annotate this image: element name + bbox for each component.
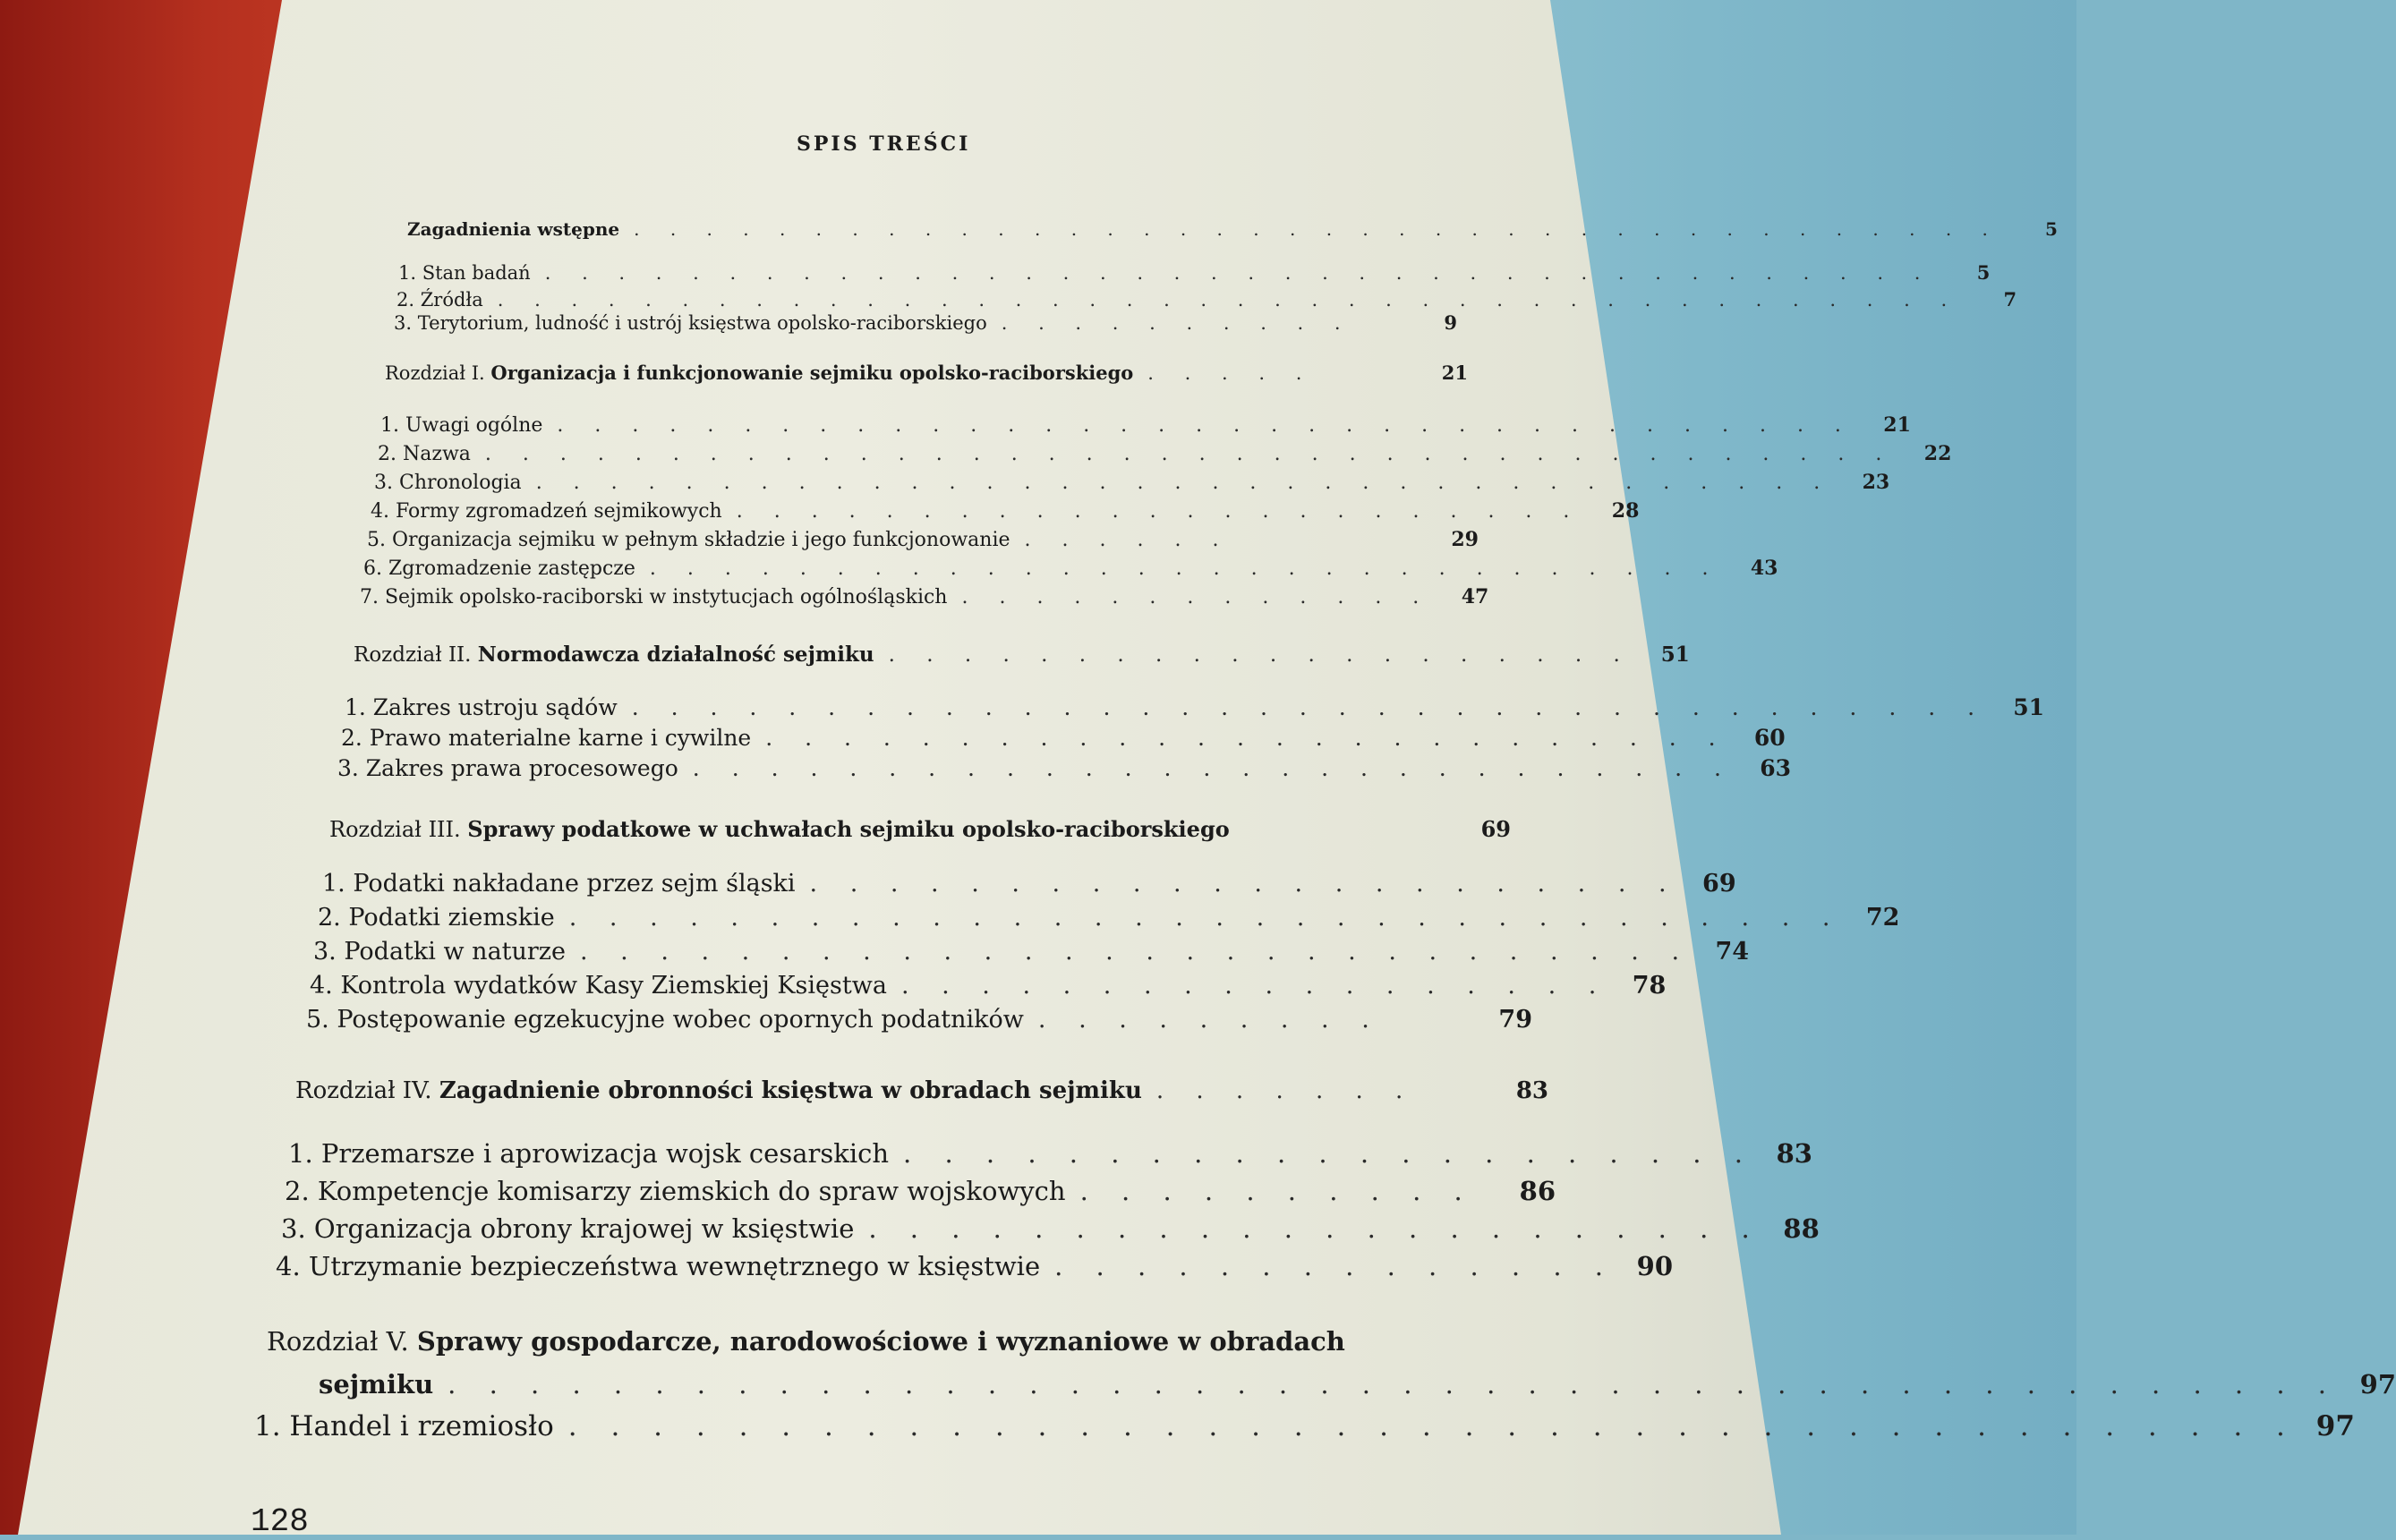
leader-dots: . . . . . . . . . . . . . . . . . . <box>900 972 1609 1000</box>
toc-chapter-1: Rozdział I. Organizacja i funkcjonowanie sejmiku opolsko-raciborskiego . . . . . 21 <box>385 362 1468 384</box>
toc-entry: 2. Kompetencje komisarzy ziemskich do spraw wojskowych . . . . . . . . . . 86 <box>285 1176 1556 1206</box>
toc-entry: 5. Postępowanie egzekucyjne wobec opornych podatników . . . . . . . . . 79 <box>306 1006 1532 1034</box>
leader-dots: . . . . . . . . . . . . . . . . . . . . . . . . . . . . . . . . . . . <box>557 414 1854 437</box>
toc-entry: 2. Źródła . . . . . . . . . . . . . . . . . . . . . . . . . . . . . . . . . . . . . . . . 7 <box>396 288 2017 311</box>
leader-dots: . . . . . . . . . . . . . . . . . . . . . . . . . . . . . . . . . . . . . . . . <box>497 289 1960 311</box>
leader-dots: . . . . . . . . . . . . . . . . . . . . . . . . . . . . . . . . . . . . . . <box>544 262 1933 284</box>
toc-entry: 1. Podatki nakładane przez sejm śląski . . . . . . . . . . . . . . . . . . . . . . 69 <box>322 870 1736 898</box>
leader-dots: . . . . . . . . . . . . . . . . . . . . . . . . . . . . . . . . . . . <box>535 472 1833 494</box>
toc-chapter-3: Rozdział III. Sprawy podatkowe w uchwałach sejmiku opolsko-raciborskiego 69 <box>329 816 1511 842</box>
leader-dots: . . . . . . . . . . . . . . . . . . . . . . . . . . . <box>692 755 1734 781</box>
toc-entry: 3. Chronologia . . . . . . . . . . . . . . . . . . . . . . . . . . . . . . . . . . . 23 <box>374 471 1890 494</box>
leader-dots: . . . . . . . . . . . . . . . . . . . . . . . . . . . . . . . . . . . <box>631 694 1988 720</box>
toc-intro-title: Zagadnienia wstępne <box>407 218 620 240</box>
toc-entry: 4. Kontrola wydatków Kasy Ziemskiej Księstwa . . . . . . . . . . . . . . . . . . 78 <box>310 972 1667 1000</box>
toc-chapter-5-line-1: Rozdział V. Sprawy gospodarcze, narodowościowe i wyznaniowe w obradach <box>267 1326 1345 1357</box>
leader-dots: . . . . . . . . . . . . . . . . . . . . . . . . . <box>765 725 1728 751</box>
toc-entry: 1. Zakres ustroju sądów . . . . . . . . . . . . . . . . . . . . . . . . . . . . . . . . . . . 51 <box>345 694 2045 720</box>
leader-dots: . . . . . . . . . . . . . . . . . . . . . . . . . . . . . <box>649 557 1721 580</box>
leader-dots: . . . . . . . . . . . . . . <box>1054 1251 1616 1281</box>
toc-intro <box>407 218 2058 254</box>
leader-dots: . . . . . . . <box>1155 1077 1416 1104</box>
toc-chapter-4: Rozdział IV. Zagadnienie obronności księstwa w obradach sejmiku . . . . . . . 83 <box>295 1077 1548 1104</box>
toc-entry: 3. Organizacja obrony krajowej w księstwie . . . . . . . . . . . . . . . . . . . . . . 88 <box>281 1213 1820 1244</box>
leader-dots: . . . . . . . . . . <box>1079 1176 1475 1206</box>
leader-dots: . . . . . . . . . . . . . . . . . . . . . . <box>809 870 1679 898</box>
toc-entry: 1. Stan badań . . . . . . . . . . . . . . . . . . . . . . . . . . . . . . . . . . . . . . 5 <box>398 261 1991 284</box>
toc-entry: 1. Przemarsze i aprowizacja wojsk cesarskich . . . . . . . . . . . . . . . . . . . . . 83 <box>288 1138 1812 1169</box>
leader-dots: . . . . . . . . . . . . . . . . . . . . <box>888 643 1633 667</box>
leader-dots: . . . . . . . . . . . . . . . . . . . . . . . . . . . . <box>580 938 1693 966</box>
toc-entry: 1. Uwagi ogólne . . . . . . . . . . . . . . . . . . . . . . . . . . . . . . . . . . . 21 <box>380 413 1911 437</box>
leader-dots: . . . . . . <box>1024 529 1232 551</box>
toc-entry: 2. Prawo materialne karne i cywilne . . . . . . . . . . . . . . . . . . . . . . . . . 60 <box>341 725 1786 751</box>
toc-entry: 6. Zgromadzenie zastępcze . . . . . . . . . . . . . . . . . . . . . . . . . . . . . 43 <box>363 557 1778 580</box>
leader-dots: . . . . . . . . . . . . . . . . . . . . . . . <box>736 500 1582 523</box>
leader-dots: . . . . . . . . . . . . . . . . . . . . . . <box>868 1213 1762 1244</box>
leader-dots: . . . . . . . . . . . . . . . . . . . . . . . . . . . . . . . . . . . . . . . . . . . . . . <box>448 1369 2340 1400</box>
toc-entry: 2. Nazwa . . . . . . . . . . . . . . . . . . . . . . . . . . . . . . . . . . . . . . 22 <box>378 442 1952 465</box>
toc-entry: 3. Podatki w naturze . . . . . . . . . . . . . . . . . . . . . . . . . . . . 74 <box>313 938 1750 966</box>
page-number: 128 <box>251 1503 309 1540</box>
toc-entry: 5. Organizacja sejmiku w pełnym składzie i jego funkcjonowanie . . . . . . 29 <box>367 528 1479 551</box>
toc-chapter-2: Rozdział II. Normodawcza działalność sejmiku . . . . . . . . . . . . . . . . . . . . 51 <box>354 642 1690 667</box>
toc-entry: 1. Handel i rzemiosło . . . . . . . . . . . . . . . . . . . . . . . . . . . . . . . . . . . . . . . . . 97 <box>254 1410 2355 1442</box>
leader-dots: . . . . . . . . . . . . . . . . . . . . . . . . . . . . . . . . . . . . . . <box>634 218 2000 240</box>
leader-dots: . . . . . . . . . . . . . . . . . . . . . . . . . . . . . . . . <box>568 904 1843 932</box>
toc-title: SPIS TREŚCI <box>797 132 971 156</box>
leader-dots: . . . . . . . . . . . . . . . . . . . . . <box>903 1138 1755 1169</box>
toc-entry: 4. Utrzymanie bezpieczeństwa wewnętrznego w księstwie . . . . . . . . . . . . . . 90 <box>276 1251 1674 1281</box>
toc-entry: 3. Terytorium, ludność i ustrój księstwa opolsko-raciborskiego . . . . . . . . . . 9 <box>394 311 1457 334</box>
toc-entry: 2. Podatki ziemskie . . . . . . . . . . . . . . . . . . . . . . . . . . . . . . . . 72 <box>318 904 1900 932</box>
toc-intro-page: 5 <box>2045 218 2058 240</box>
toc-entry: 7. Sejmik opolsko-raciborski w instytucjach ogólnośląskich . . . . . . . . . . . . . 47 <box>360 585 1489 608</box>
toc-entry: 4. Formy zgromadzeń sejmikowych . . . . . . . . . . . . . . . . . . . . . . . 28 <box>371 499 1640 523</box>
toc-chapter-5-line-2: sejmiku . . . . . . . . . . . . . . . . . . . . . . . . . . . . . . . . . . . . . . . . . . . . . . 97 <box>319 1369 2396 1400</box>
toc-entry: 3. Zakres prawa procesowego . . . . . . . . . . . . . . . . . . . . . . . . . . . 63 <box>337 755 1791 781</box>
leader-dots: . . . . . <box>1147 362 1315 384</box>
leader-dots: . . . . . . . . . . . . . . . . . . . . . . . . . . . . . . . . . . . . . . <box>484 443 1895 465</box>
leader-dots: . . . . . . . . . . . . . . . . . . . . . . . . . . . . . . . . . . . . . . . . . <box>567 1410 2298 1442</box>
leader-dots: . . . . . . . . . <box>1037 1006 1382 1034</box>
leader-dots: . . . . . . . . . . . . . <box>961 586 1432 608</box>
leader-dots: . . . . . . . . . . <box>1001 312 1353 334</box>
